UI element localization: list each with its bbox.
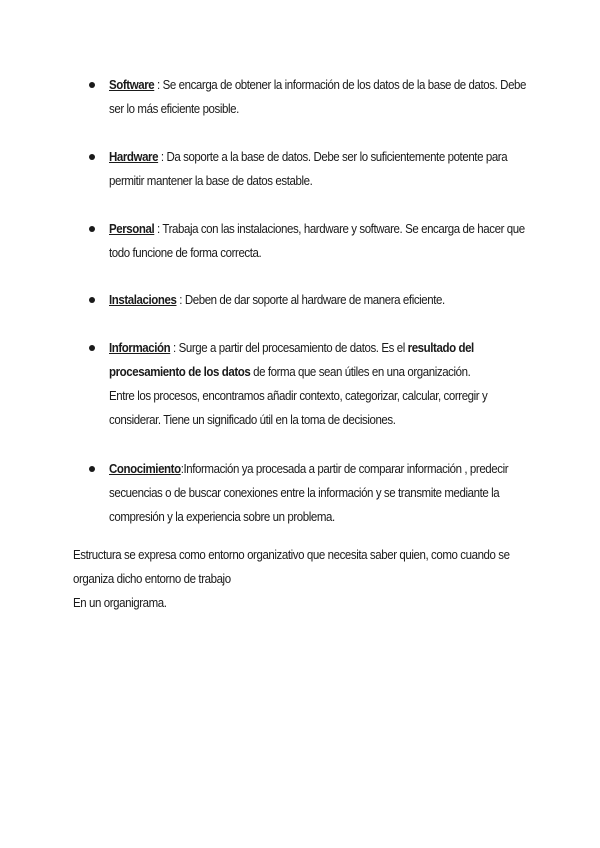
list-item-personal — [109, 217, 525, 265]
paragraph-line: Estructura se expresa como entorno organizativo que necesita saber quien, como cuando se — [73, 548, 510, 562]
bold-text: resultado del — [407, 341, 474, 355]
list-item-hardware — [109, 145, 508, 193]
item-text: permitir mantener la base de datos estable. — [109, 174, 313, 188]
term-label: Software — [109, 78, 155, 92]
closing-paragraph — [73, 543, 524, 615]
list-item-instalaciones — [109, 288, 505, 312]
item-line — [109, 457, 509, 481]
bullet-point — [89, 345, 95, 351]
term-label: Conocimiento — [109, 462, 181, 476]
bullet-point — [89, 466, 95, 472]
bullet-point — [89, 226, 95, 232]
term-label: Personal — [109, 222, 155, 236]
item-text: Entre los procesos, encontramos añadir contexto, categorizar, calcular, corregir y — [109, 389, 488, 403]
list-item-software — [109, 73, 527, 121]
item-text: : Surge a partir del procesamiento de datos. Es el — [170, 341, 408, 355]
term-label: Hardware — [109, 150, 159, 164]
item-text: de forma que sean útiles en una organización. — [250, 365, 471, 379]
bold-text: procesamiento de los datos — [109, 365, 251, 379]
item-text: ser lo más eficiente posible. — [109, 102, 239, 116]
item-text: : Se encarga de obtener la información de los datos de la base de datos. Debe — [154, 78, 527, 92]
item-text: : Trabaja con las instalaciones, hardware y software. Se encarga de hacer que — [154, 222, 525, 236]
term-label: Instalaciones — [109, 293, 177, 307]
item-text: :Información ya procesada a partir de comparar información , predecir — [180, 462, 509, 476]
item-text: considerar. Tiene un significado útil en la toma de decisiones. — [109, 413, 396, 427]
bullet-point — [89, 82, 95, 88]
bullet-point — [89, 154, 95, 160]
term-label: Información — [109, 341, 171, 355]
item-line — [109, 217, 525, 241]
paragraph-line: En un organigrama. — [73, 596, 167, 610]
item-text: todo funcione de forma correcta. — [109, 246, 262, 260]
list-item-informacion — [109, 336, 505, 432]
paragraph-line: organiza dicho entorno de trabajo — [73, 572, 231, 586]
item-text: compresión y la experiencia sobre un problema. — [109, 510, 335, 524]
item-line — [109, 145, 508, 169]
item-line — [109, 336, 505, 360]
item-text: secuencias o de buscar conexiones entre la información y se transmite mediante la — [109, 486, 500, 500]
item-text: : Deben de dar soporte al hardware de manera eficiente. — [176, 293, 445, 307]
item-line — [109, 288, 505, 312]
item-line — [109, 360, 505, 384]
item-text: : Da soporte a la base de datos. Debe ser lo suficientemente potente para — [158, 150, 508, 164]
item-line — [109, 73, 527, 97]
bullet-point — [89, 297, 95, 303]
list-item-conocimiento — [109, 457, 509, 529]
